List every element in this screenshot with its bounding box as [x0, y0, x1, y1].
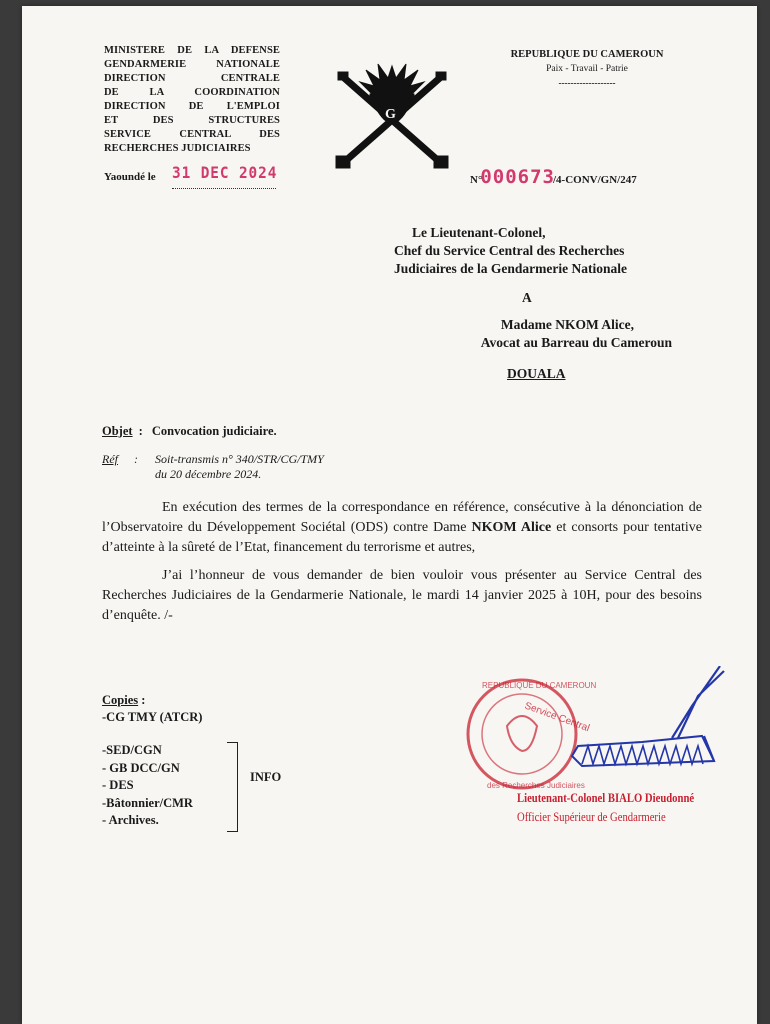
- national-motto: Paix - Travail - Patrie: [546, 64, 628, 74]
- copies-block: [102, 692, 202, 726]
- subject-colon: :: [138, 424, 143, 438]
- signatory-name: Lieutenant-Colonel BIALO Dieudonné: [517, 790, 695, 805]
- copies-colon: :: [138, 693, 146, 707]
- header-separator: -------------------: [558, 78, 616, 88]
- letter-body: [102, 498, 702, 634]
- copies-title: Copies: [102, 693, 139, 707]
- seal-top-text: REPUBLIQUE DU CAMEROUN: [482, 681, 597, 690]
- body-text: et consorts pour tentative d’atteinte à la sûreté de l’Etat, financement du terrorisme et autres,: [102, 520, 702, 555]
- signatory-rank: Officier Supérieur de Gendarmerie: [517, 809, 666, 824]
- date-underline: [172, 188, 276, 189]
- reference-number: [470, 166, 637, 188]
- list-item: - Archives.: [102, 813, 159, 827]
- bracket-divider: [227, 742, 238, 832]
- ref-label: Réf: [102, 452, 118, 466]
- body-paragraph-1: [102, 498, 702, 558]
- authority-line: SERVICE CENTRAL DES: [104, 129, 280, 140]
- recipient-title: Avocat au Barreau du Cameroun: [480, 335, 672, 350]
- date-stamp: 31 DEC 2024: [172, 163, 278, 182]
- list-item: - GB DCC/GN: [102, 760, 180, 775]
- authority-line: RECHERCHES JUDICIAIRES: [104, 143, 251, 154]
- sender-title-line2: Judiciaires de la Gendarmerie Nationale: [394, 261, 627, 276]
- subject-text: Convocation judiciaire.: [151, 424, 277, 438]
- recipient-city: DOUALA: [507, 366, 566, 381]
- list-item: -SED/CGN: [102, 743, 162, 757]
- gendarmerie-emblem-icon: [332, 56, 452, 176]
- sender-title-line1: Chef du Service Central des Recherches: [394, 243, 625, 258]
- subject-label: Objet: [102, 424, 133, 438]
- info-label: INFO: [250, 770, 282, 784]
- issuing-authority-block: [104, 44, 280, 156]
- reference-line: [102, 452, 324, 482]
- subject-line: [102, 424, 277, 439]
- sender-rank: Le Lieutenant-Colonel,: [412, 225, 546, 240]
- country-name: REPUBLIQUE DU CAMEROUN: [510, 49, 664, 60]
- ref-value-line1: Soit-transmis n° 340/STR/CG/TMY: [155, 452, 324, 466]
- ref-value: [155, 452, 324, 482]
- svg-text:G: G: [385, 107, 396, 122]
- letter-page: [22, 6, 757, 1024]
- authority-line: DIRECTION DE L'EMPLOI: [104, 101, 280, 112]
- authority-line: MINISTERE DE LA DEFENSE: [104, 45, 280, 56]
- sender-block: [352, 224, 682, 278]
- recipient-name: Madame NKOM Alice,: [500, 317, 634, 332]
- info-list: [102, 742, 193, 830]
- date-label: Yaoundé le: [104, 171, 156, 183]
- republic-header: [487, 48, 687, 90]
- body-highlight-name: NKOM Alice: [471, 520, 552, 535]
- reference-stamp-number: 000673: [480, 166, 555, 188]
- copies-first: -CG TMY (ATCR): [102, 710, 203, 724]
- recipient-block: [352, 316, 672, 352]
- reference-suffix: /4-CONV/GN/247: [552, 174, 637, 186]
- seal-bottom-text: des Recherches Judiciaires: [487, 781, 585, 790]
- authority-line: GENDARMERIE NATIONALE: [104, 59, 280, 70]
- body-text: En exécution des termes de la correspondance en référence, consécutive à la dénonciation de l’Observatoire du Développement Sociétal (ODS) contre Dame: [102, 500, 702, 535]
- list-item: - DES: [102, 778, 134, 792]
- authority-line: ET DES STRUCTURES: [104, 115, 280, 126]
- reference-prefix: N°: [470, 174, 483, 186]
- body-paragraph-2: J’ai l’honneur de vous demander de bien vouloir vous présenter au Service Central des Recherches Judiciaires de la Gendarmerie Nationale, le mardi 14 janvier 2025 à 10H, pour des besoins d’enquête. /-: [102, 568, 702, 623]
- list-item: -Bâtonnier/CMR: [102, 795, 193, 810]
- authority-line: DIRECTION CENTRALE: [104, 73, 280, 84]
- to-marker: A: [522, 290, 532, 305]
- seal-mid-text: Service Central: [522, 700, 591, 735]
- authority-line: DE LA COORDINATION: [104, 87, 280, 98]
- ref-colon: :: [134, 452, 138, 466]
- ref-value-line2: du 20 décembre 2024.: [155, 467, 262, 481]
